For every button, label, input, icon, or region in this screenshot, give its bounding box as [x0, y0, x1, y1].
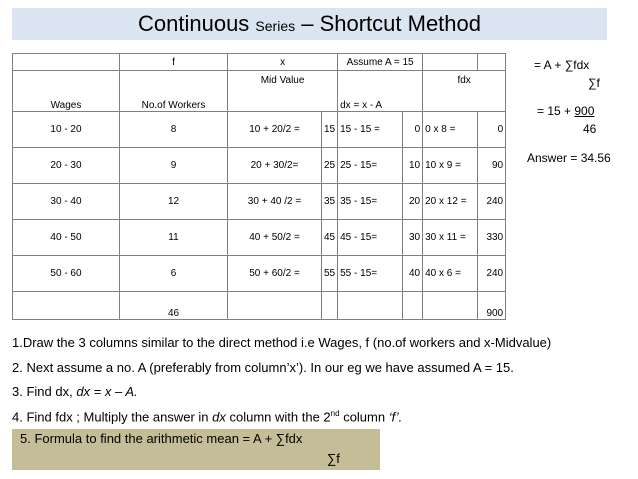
header-f: f — [120, 54, 228, 71]
table-row: 20 - 30 9 20 + 30/2= 25 25 - 15= 10 10 x 9 = 90 — [13, 148, 506, 184]
header-workers: No.of Workers — [120, 71, 228, 112]
total-fdx: 900 — [478, 292, 506, 320]
formula-line2: = 15 + 900 — [537, 104, 595, 118]
header-assume: Assume A = 15 — [338, 54, 423, 71]
header-wages: Wages — [13, 71, 120, 112]
table-total-row — [13, 292, 506, 320]
slide-title: Continuous Series – Shortcut Method — [138, 11, 481, 36]
table-row: 30 - 40 12 30 + 40 /2 = 35 35 - 15= 20 20 x 12 = 240 — [13, 184, 506, 220]
table-header-top-row — [13, 54, 506, 71]
table-row: 10 - 20 8 10 + 20/2 = 15 15 - 15 = 0 0 x 8 = 0 — [13, 112, 506, 148]
data-table — [12, 53, 506, 320]
total-f: 46 — [120, 292, 228, 320]
header-x: x — [228, 54, 338, 71]
step-4: 4. Find fdx ; Multiply the answer in dx column with the 2nd column ‘f’. — [12, 409, 403, 425]
header-mid: Mid Value — [228, 71, 338, 112]
table-header-row — [13, 71, 506, 112]
table-row: 50 - 60 6 50 + 60/2 = 55 55 - 15= 40 40 x 6 = 240 — [13, 256, 506, 292]
formula-line1-denominator: ∑f — [588, 76, 600, 90]
step-3: 3. Find dx, dx = x – A. — [12, 384, 138, 399]
step-5-denominator: ∑f — [327, 451, 340, 466]
formula-line2-denominator: 46 — [583, 122, 597, 136]
header-fdx: fdx — [423, 71, 506, 112]
step-1: 1.Draw the 3 columns similar to the direct method i.e Wages, f (no.of workers and x-Midvalue) — [12, 335, 552, 350]
header-dx: dx = x - A — [338, 71, 423, 112]
answer: Answer = 34.56 — [527, 151, 611, 165]
formula-line1: = A + ∑fdx — [534, 58, 590, 72]
step-2: 2. Next assume a no. A (preferably from column’x’). In our eg we have assumed A = 15. — [12, 360, 514, 375]
table-row: 40 - 50 11 40 + 50/2 = 45 45 - 15= 30 30 x 11 = 330 — [13, 220, 506, 256]
step-5: 5. Formula to find the arithmetic mean = A + ∑fdx — [20, 431, 303, 446]
